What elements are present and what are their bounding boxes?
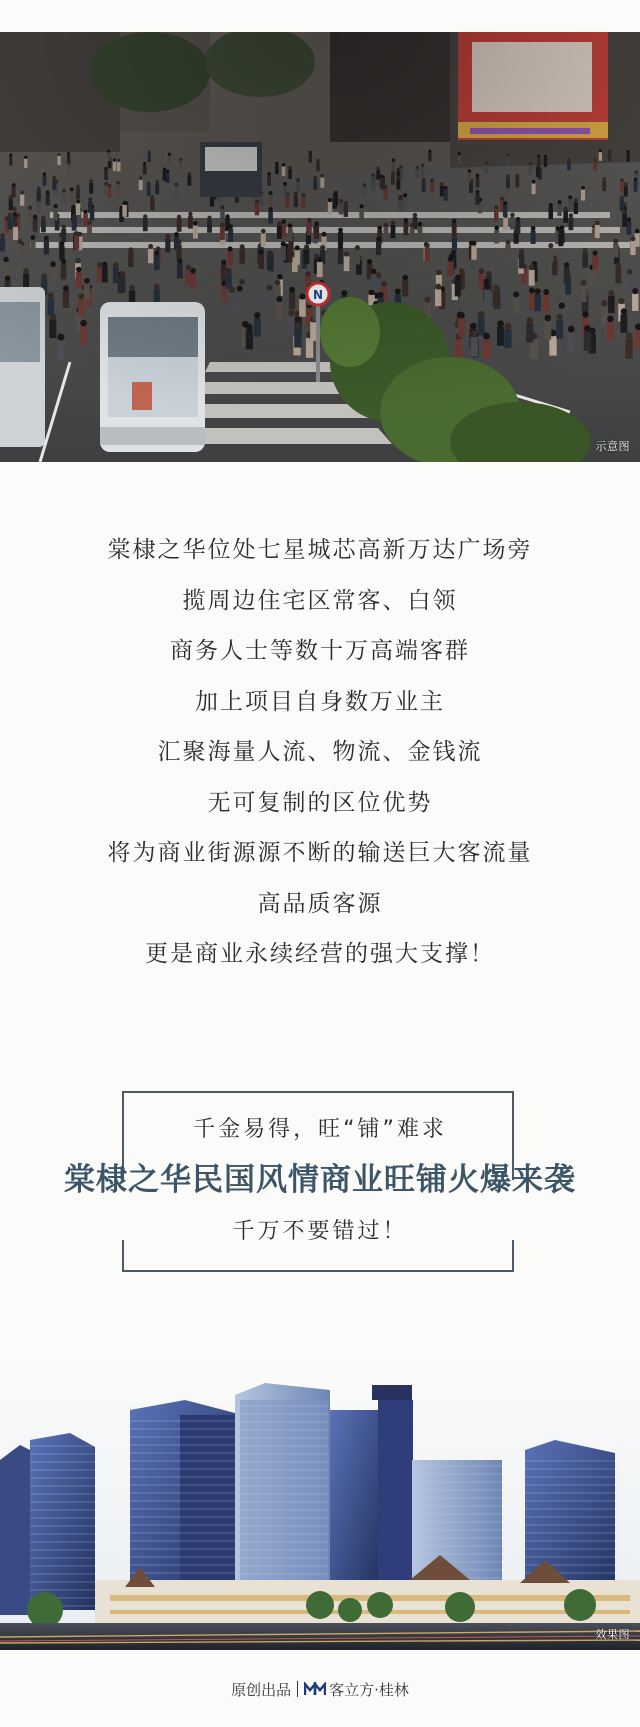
callout-headline: 棠棣之华民国风情商业旺铺火爆来袭	[64, 1162, 576, 1198]
building-rendering	[0, 1355, 640, 1650]
illustration-label: 示意图	[595, 440, 630, 453]
text-line: 将为商业街源源不断的输送巨大客流量	[107, 840, 533, 866]
text-line: 无可复制的区位优势	[207, 789, 433, 816]
footer-divider	[297, 1681, 298, 1697]
rendering-label: 效果图	[595, 1628, 630, 1641]
description-text	[0, 525, 640, 980]
street-crowd-photo	[0, 32, 640, 462]
text-line: 加上项目自身数万业主	[195, 688, 445, 715]
brand-name: 客立方·桂林	[329, 1680, 409, 1699]
text-line: 更是商业永续经营的强大支撑！	[145, 941, 495, 967]
text-line: 高品质客源	[257, 890, 383, 917]
text-line: 商务人士等数十万高端客群	[170, 638, 470, 664]
footer-credit	[0, 1675, 640, 1703]
brand-logo-icon	[304, 1682, 326, 1696]
callout-subtitle: 千金易得，旺“铺”难求	[193, 1117, 447, 1142]
text-line: 汇聚海量人流、物流、金钱流	[157, 739, 483, 765]
text-line: 棠棣之华位处七星城芯高新万达广场旁	[107, 537, 533, 563]
callout-footer-text: 千万不要错过！	[232, 1219, 408, 1244]
original-credit: 原创出品	[231, 1680, 292, 1699]
text-line: 揽周边住宅区常客、白领	[182, 587, 458, 614]
